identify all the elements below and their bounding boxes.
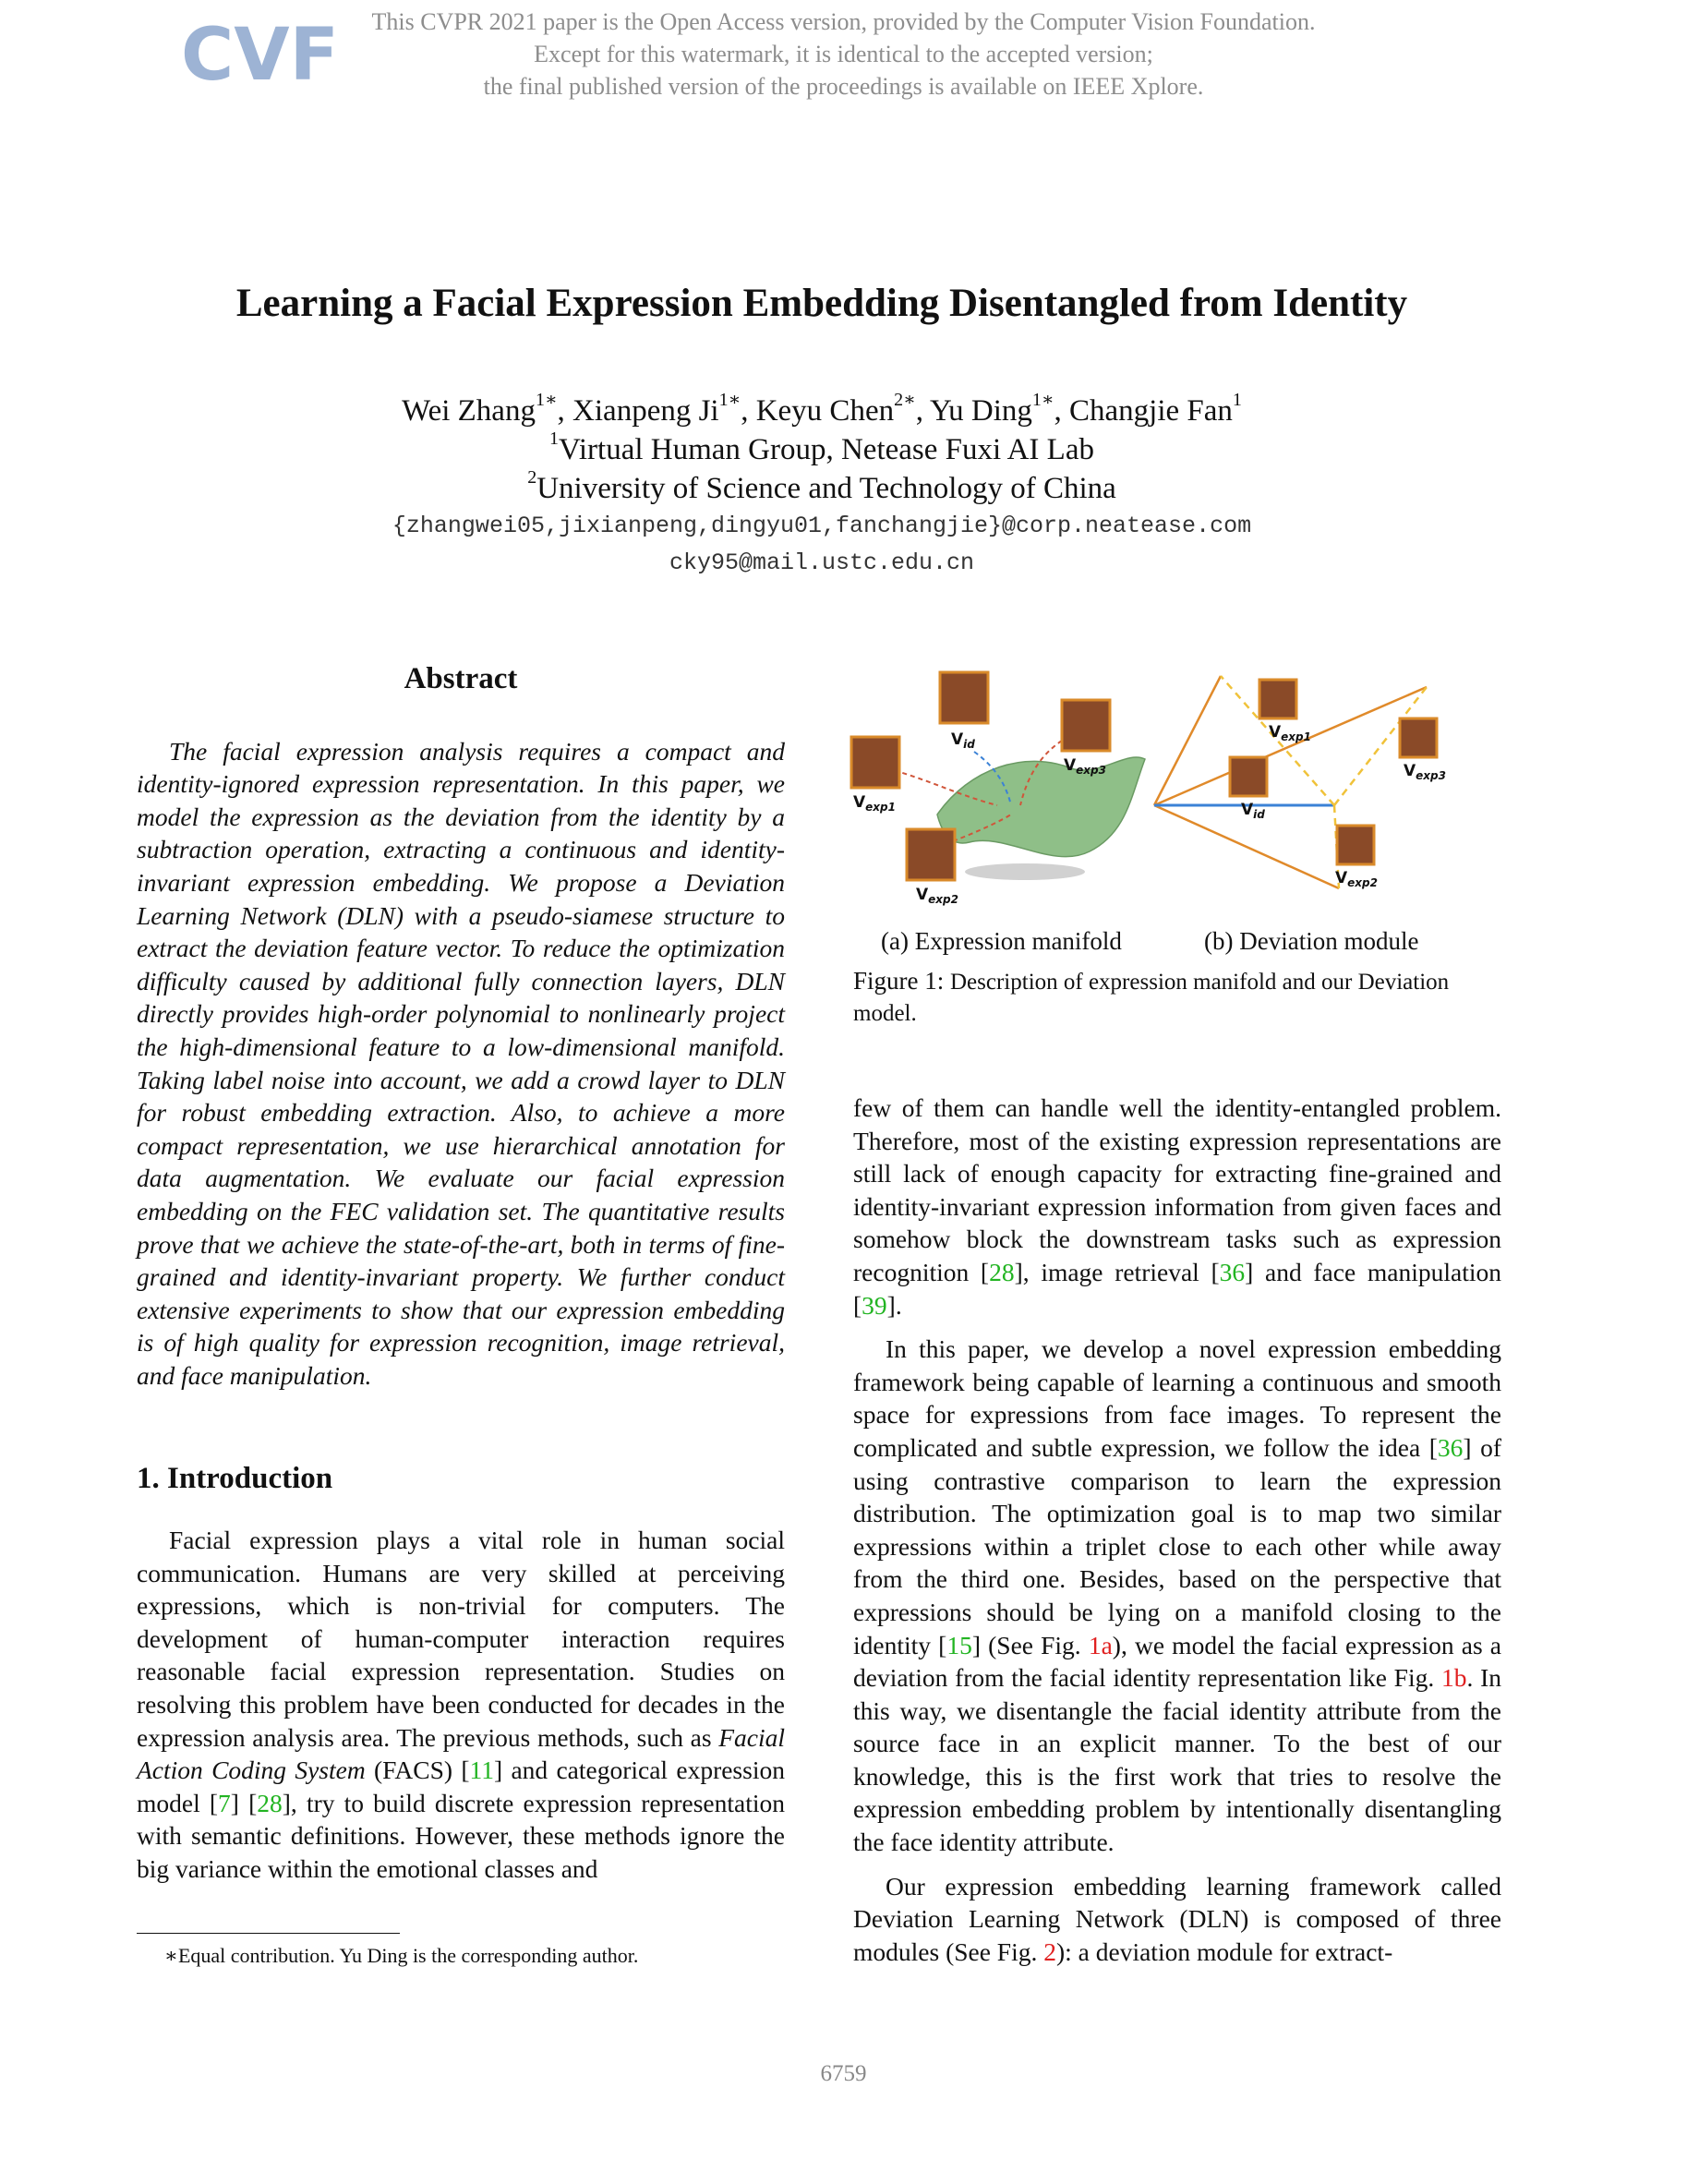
- deviation-module-diagram: [1154, 676, 1446, 889]
- face-thumbnail-exp2-b: [1337, 826, 1374, 864]
- face-thumbnail-exp2: [907, 829, 955, 880]
- expression-manifold-diagram: [851, 672, 1145, 906]
- author-list: Wei Zhang$^{1∗}$, Xianpeng $Ji^{1∗}$, Keyu Chen$^{2∗}$, Yu Ding$^{1∗}$, Changjie Fan$^1$: [402, 390, 1242, 428]
- right-column: [853, 1092, 1501, 1968]
- figure-ref-link[interactable]: 1a: [1088, 1630, 1113, 1659]
- vector-label-exp1-b: $V_{exp1}$: [1269, 723, 1311, 743]
- author-sup: 1∗: [718, 390, 741, 410]
- figure-caption: [853, 966, 1504, 1029]
- vector-label-exp2-b: $V_{exp2}$: [1335, 869, 1378, 889]
- citation-link[interactable]: 39: [862, 1290, 887, 1320]
- author-name: Xianpeng Ji: [572, 394, 719, 428]
- subcaption-b: (b) Deviation module: [1204, 927, 1419, 955]
- citation-link[interactable]: 15: [946, 1630, 972, 1659]
- vector-label-exp3: $V_{exp3}$: [1064, 756, 1106, 777]
- author-name: Wei Zhang: [402, 394, 536, 428]
- abstract-text: The facial expression analysis requires a compact and identity-ignored expression representation. In this paper, we model the expression as the deviation from the identity by a subtraction operation, extracting a continuous and identity-invariant expression embedding. We propose a Deviation Learning Network (DLN) with a pseudo-siamese structure to extract the deviation feature vector. To reduce the optimization difficulty caused by additional fully connection layers, DLN directly provides high-order polynomial to nonlinearly project the high-dimensional feature to a low-dimensional manifold. Taking label noise into account, we add a crowd layer to DLN for robust embedding extraction. Also, to achieve a more compact representation, we use hierarchical annotation for data augmentation. We evaluate our facial expression embedding on the FEC validation set. The quantitative results prove that we achieve the state-of-the-art, both in terms of fine-grained and identity-invariant property. We further conduct extensive experiments to show that our expression embedding is of high quality for expression recognition, image retrieval, and face manipulation.: [137, 736, 785, 1390]
- figure-caption-text: Description of expression manifold and our Deviation model.: [853, 970, 1450, 1026]
- face-thumbnail-exp1: [851, 737, 899, 788]
- face-thumbnail-id-b: [1230, 757, 1267, 796]
- author-sup: 1∗: [535, 390, 558, 410]
- author-name: Yu Ding: [929, 394, 1032, 428]
- face-thumbnail-exp3-b: [1400, 718, 1437, 757]
- affiliation-sup: 2: [527, 467, 537, 488]
- author-sup: 2∗: [894, 390, 916, 410]
- citation-link[interactable]: 28: [989, 1257, 1015, 1286]
- footnote-rule: [137, 1933, 400, 1934]
- figure-1: [850, 667, 1505, 1008]
- citation-link[interactable]: 7: [218, 1788, 231, 1817]
- author-sup: 1: [1232, 390, 1242, 410]
- watermark-notice: [0, 6, 1687, 103]
- vector-label-id: $V_{id}$: [951, 730, 975, 751]
- manifold-surface: [937, 757, 1145, 857]
- affiliation: [0, 430, 1644, 469]
- email-line: {zhangwei05,jixianpeng,dingyu01,fanchangjie}@corp.neatease.com: [392, 513, 1252, 539]
- watermark-line: the final published version of the proceedings is available on IEEE Xplore.: [483, 73, 1204, 100]
- figure-ref-link[interactable]: 2: [1043, 1937, 1056, 1966]
- face-thumbnail-id: [940, 672, 988, 723]
- intro-paragraph: Facial expression plays a vital role in human social communication. Humans are very skilled at perceiving expressions, which is non-trivial for computers. The development of human-computer interaction requires reasonable facial expression representation. Studies on resolving this problem have been conducted for decades in the expression analysis area. The previous methods, such as Facial Action Coding System (FACS) [11] and categorical expression model [7] [28], try to build discrete expression representation with semantic definitions. However, these methods ignore the big variance within the emotional classes and: [137, 1526, 785, 1883]
- affiliation-text: Virtual Human Group, Netease Fuxi AI Lab: [559, 433, 1094, 466]
- author-sup: 1∗: [1031, 390, 1054, 410]
- watermark-line: Except for this watermark, it is identical to the accepted version;: [534, 41, 1153, 67]
- left-column: [137, 663, 785, 1886]
- paper-title: Learning a Facial Expression Embedding Disentangled from Identity: [235, 282, 1408, 325]
- figure-caption-label: Figure 1:: [853, 967, 945, 995]
- citation-link[interactable]: 36: [1437, 1432, 1464, 1462]
- subcaption-a: (a) Expression manifold: [881, 927, 1122, 955]
- face-thumbnail-exp1-b: [1259, 680, 1296, 718]
- page-number: 6759: [820, 2061, 867, 2086]
- cvf-logo-text: CVF: [181, 14, 339, 97]
- manifold-shadow: [965, 863, 1085, 880]
- watermark-line: This CVPR 2021 paper is the Open Access version, provided by the Computer Vision Foundation.: [371, 8, 1316, 35]
- affiliation-sup: 1: [549, 428, 560, 449]
- affiliation: [0, 469, 1644, 508]
- vector-label-exp3-b: $V_{exp3}$: [1404, 762, 1446, 782]
- author-block: [0, 392, 1644, 582]
- abstract-heading: Abstract: [404, 662, 518, 695]
- section-heading-introduction: 1. Introduction: [137, 1462, 333, 1496]
- citation-link[interactable]: 11: [469, 1756, 495, 1785]
- vector-label-id-b: $V_{id}$: [1241, 801, 1265, 821]
- email-line: cky95@mail.ustc.edu.cn: [669, 549, 975, 576]
- arrow-exp1: [1154, 676, 1221, 805]
- figure-ref-link[interactable]: 1b: [1440, 1663, 1467, 1693]
- author-name: Keyu Chen: [755, 394, 895, 428]
- face-thumbnail-exp3: [1062, 700, 1110, 751]
- author-name: Changjie Fan: [1069, 394, 1233, 428]
- affiliation-text: University of Science and Technology of China: [536, 472, 1116, 505]
- citation-link[interactable]: 36: [1219, 1257, 1246, 1286]
- footnote: ∗Equal contribution. Yu Ding is the corresponding author.: [164, 1944, 639, 1967]
- intro-paragraph: Our expression embedding learning framework called Deviation Learning Network (DLN) is composed of three modules (See Fig. 2): a deviation module for extract-: [853, 1871, 1501, 1966]
- intro-paragraph: In this paper, we develop a novel expression embedding framework being capable of learning a continuous and smooth space for expressions from face images. To represent the complicated and subtle expression, we follow the idea [36] of using contrastive comparison to learn the expression distribution. The optimization goal is to map two similar expressions within a triplet close to each other while away from the third one. Besides, based on the perspective that expressions should be lying on a manifold closing to the identity [15] (See Fig. 1a), we model the facial expression as a deviation from the facial identity representation like Fig. 1b. In this way, we disentangle the facial identity attribute from the source face in an explicit manner. To the best of our knowledge, this is the first work that tries to resolve the expression embedding problem by intentionally disentangling the face identity attribute.: [853, 1334, 1501, 1857]
- intro-paragraph-continued: few of them can handle well the identity-entangled problem. Therefore, most of the existing expression representations are still lack of enough capacity for extracting fine-grained and identity-invariant expression information from given faces and somehow block the downstream tasks such as expression recognition [28], image retrieval [36] and face manipulation [39].: [853, 1093, 1501, 1320]
- vector-label-exp2: $V_{exp2}$: [916, 886, 958, 906]
- vector-label-exp1: $V_{exp1}$: [853, 793, 896, 814]
- citation-link[interactable]: 28: [257, 1788, 283, 1817]
